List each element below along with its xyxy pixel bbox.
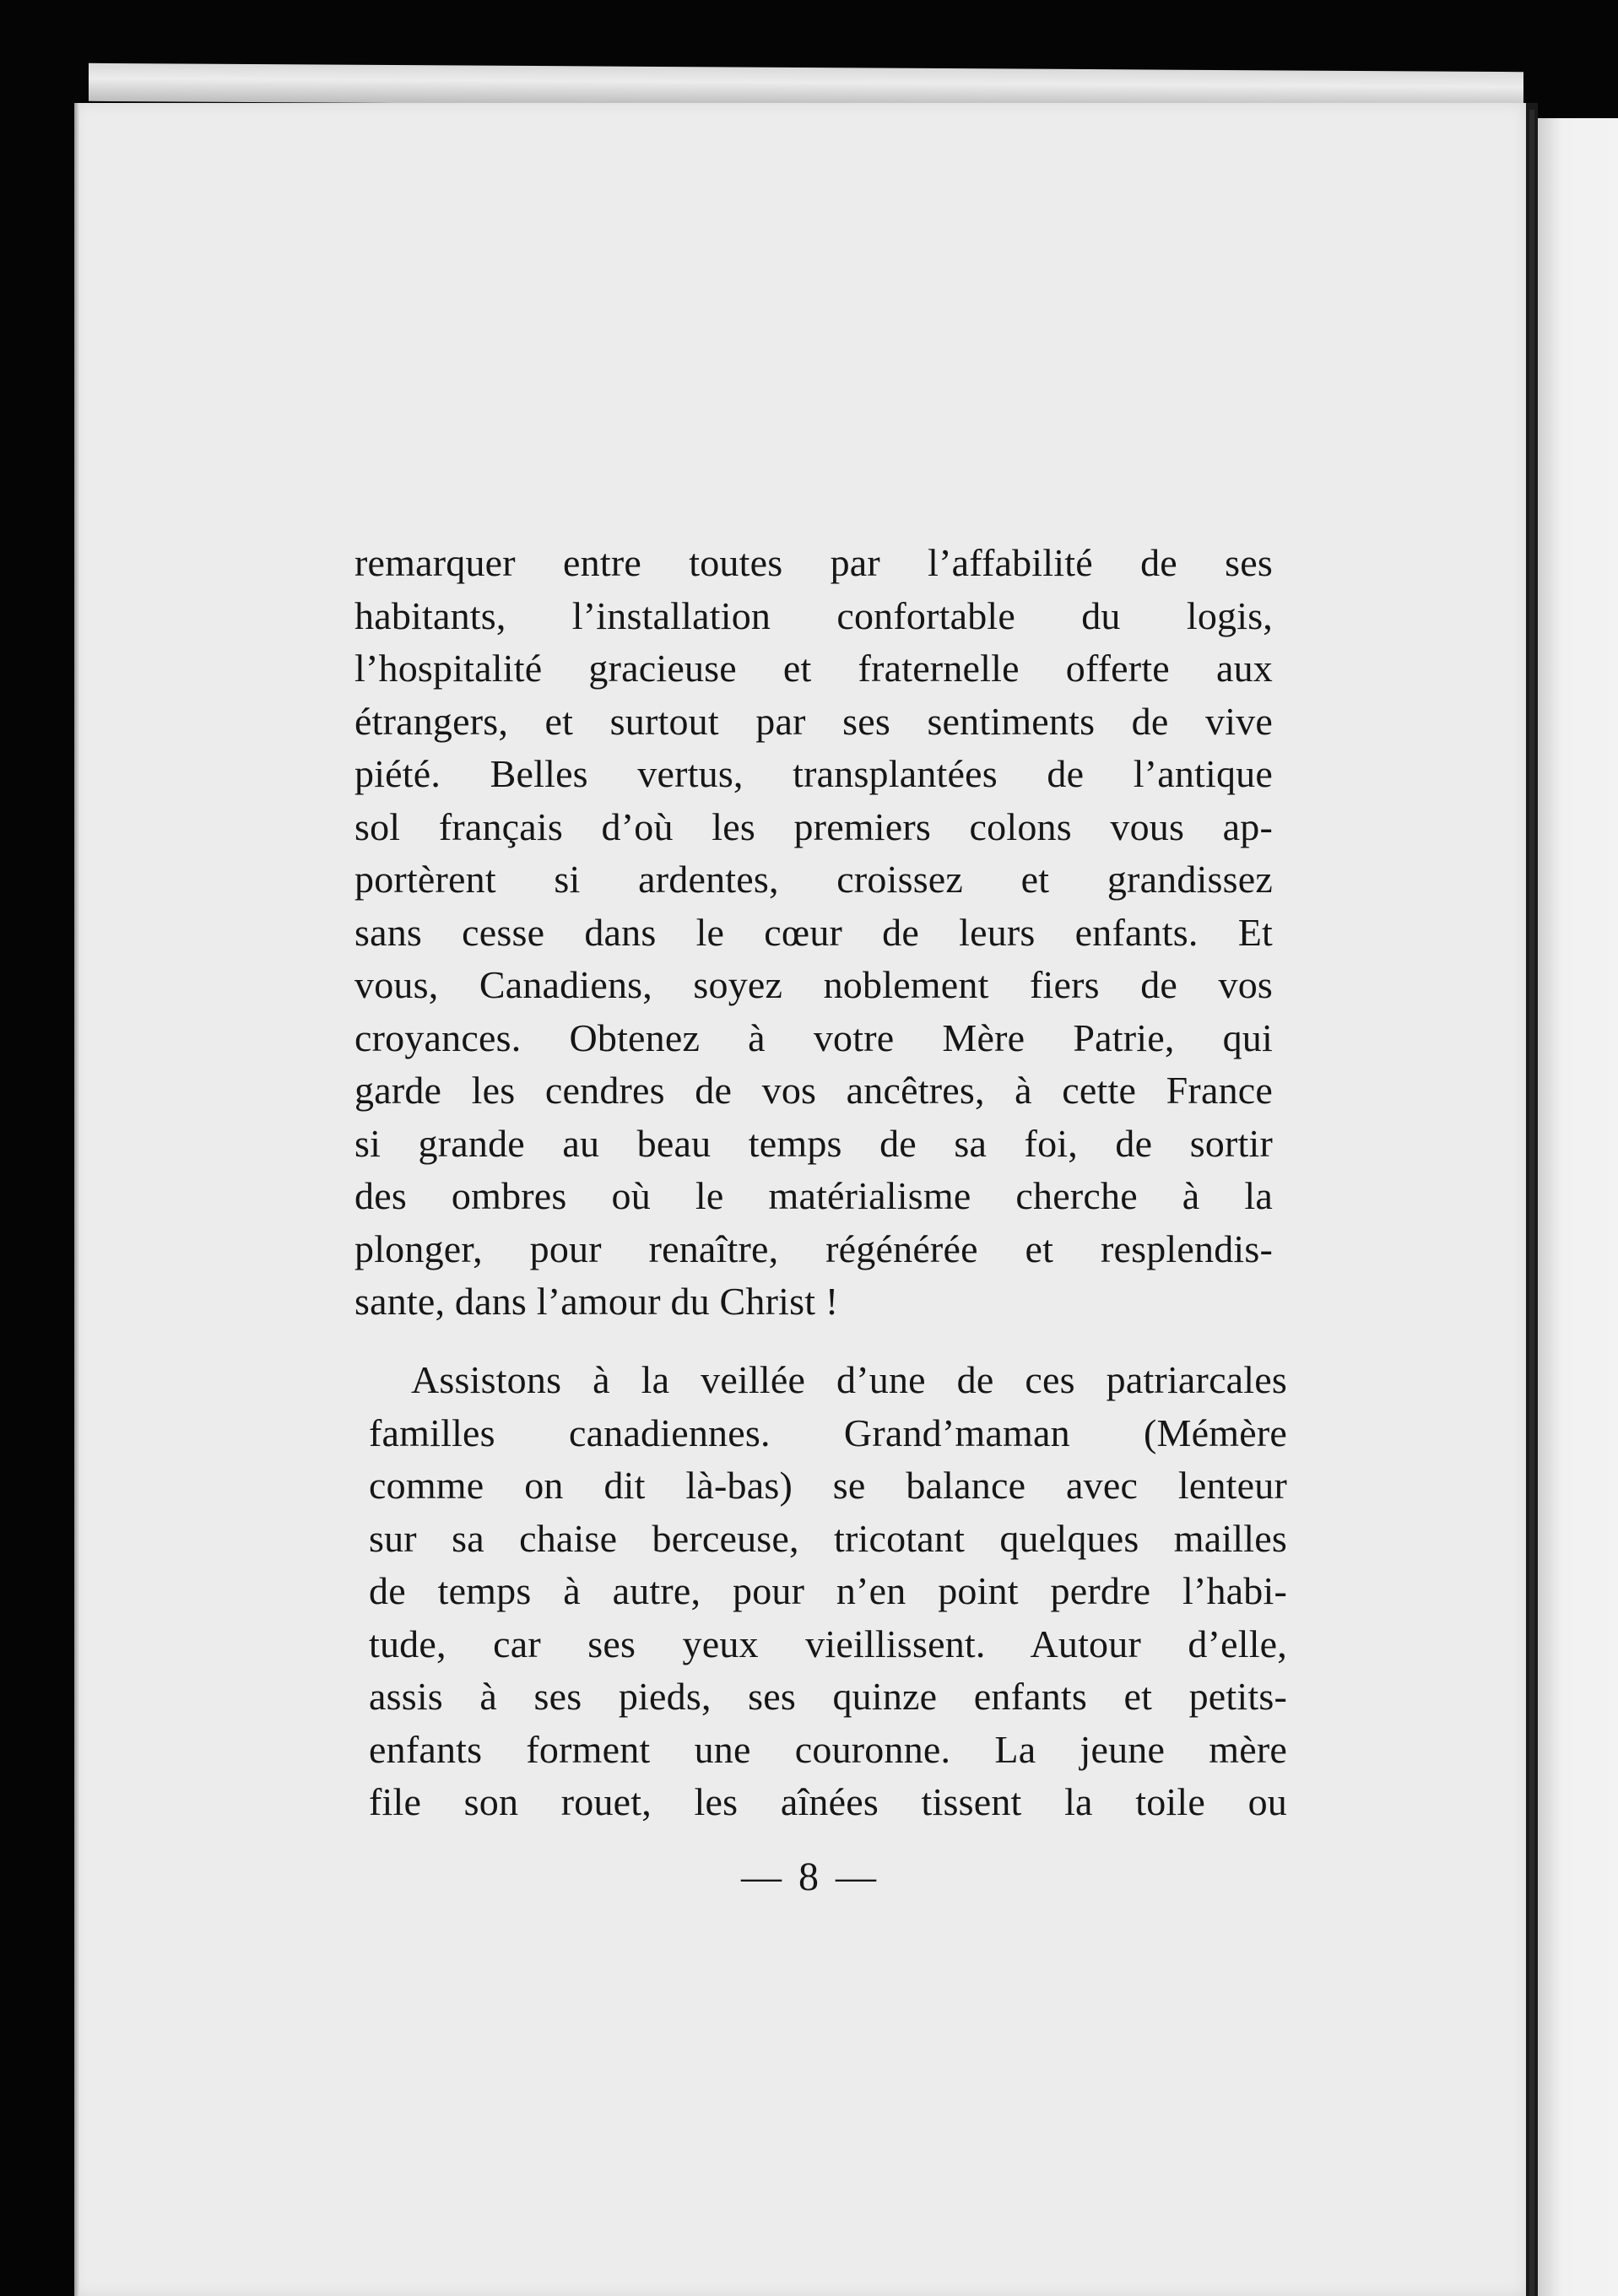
text-line: remarquer entre toutes par l’affabilité de ses: [354, 541, 1273, 584]
text-line: croyances. Obtenez à votre Mère Patrie, qui: [354, 1015, 1273, 1059]
text-line: plonger, pour renaître, régénérée et resplendis-: [354, 1227, 1273, 1270]
text-line: comme on dit là-bas) se balance avec lenteur: [369, 1464, 1287, 1507]
text-line: si grande au beau temps de sa foi, de sortir: [354, 1121, 1273, 1165]
page-number: — 8 —: [741, 1855, 879, 1899]
text-line: tude, car ses yeux vieillissent. Autour d’elle,: [369, 1622, 1287, 1665]
text-line: file son rouet, les aînées tissent la toile ou: [369, 1780, 1287, 1823]
paragraph-1: [354, 537, 1273, 1329]
text-line: sante, dans l’amour du Christ !: [354, 1280, 839, 1323]
text-line: sans cesse dans le cœur de leurs enfants. Et: [354, 910, 1273, 954]
text-line: habitants, l’installation confortable du logis,: [354, 593, 1273, 637]
text-line: de temps à autre, pour n’en point perdre l’habi-: [369, 1569, 1287, 1612]
text-line: des ombres où le matérialisme cherche à la: [354, 1174, 1273, 1217]
text-line: enfants forment une couronne. La jeune mère: [369, 1727, 1287, 1771]
text-line: portèrent si ardentes, croissez et grandissez: [354, 858, 1273, 901]
text-line: sol français d’où les premiers colons vous ap-: [354, 804, 1273, 848]
page-left-edge: [74, 103, 79, 2296]
text-line: Assistons à la veillée d’une de ces patriarcales: [411, 1358, 1287, 1401]
text-line: l’hospitalité gracieuse et fraternelle offerte aux: [354, 647, 1273, 690]
text-line: garde les cendres de vos ancêtres, à cette France: [354, 1069, 1273, 1112]
text-line: assis à ses pieds, ses quinze enfants et petits-: [369, 1675, 1287, 1718]
facing-page-edge: [1538, 118, 1618, 2296]
text-line: vous, Canadiens, soyez noblement fiers de vos: [354, 963, 1273, 1006]
text-line: étrangers, et surtout par ses sentiments de vive: [354, 699, 1273, 743]
text-line: sur sa chaise berceuse, tricotant quelques mailles: [369, 1516, 1287, 1560]
book-spine-line: [1529, 110, 1534, 2296]
text-line: familles canadiennes. Grand’maman (Mémère: [369, 1411, 1287, 1454]
paragraph-2: [369, 1354, 1287, 1829]
text-line: piété. Belles vertus, transplantées de l’antique: [354, 752, 1273, 795]
